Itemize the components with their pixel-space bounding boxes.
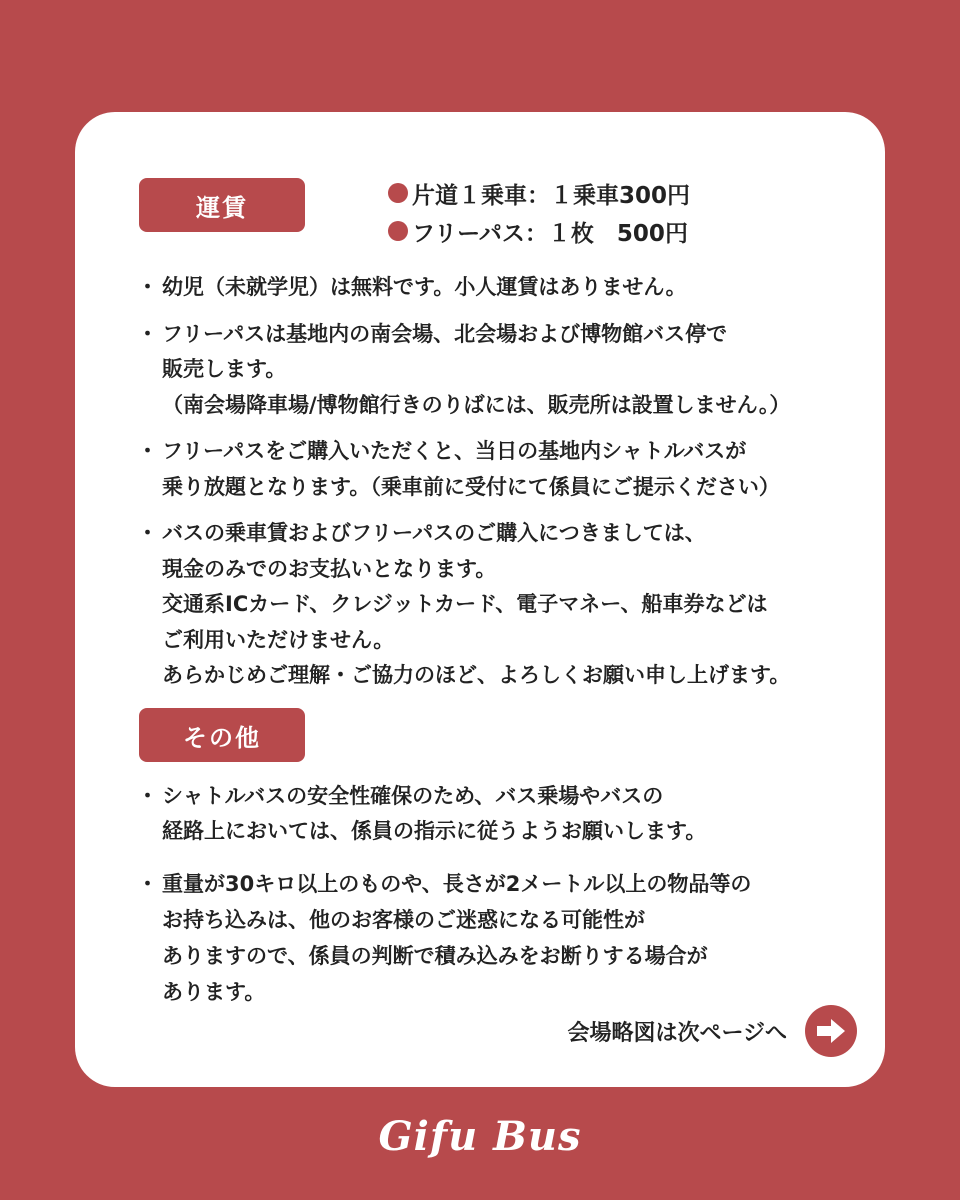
other-notes <box>137 779 877 1010</box>
bullet: ・ <box>137 439 158 463</box>
bullet: ・ <box>137 784 158 808</box>
note-line: あります。 <box>162 980 266 1004</box>
note-line: 交通系ICカード、クレジットカード、電子マネー、船車券などは <box>162 592 768 616</box>
fare-note-4 <box>137 516 877 694</box>
note-line: バスの乗車賃およびフリーパスのご購入につきましては、 <box>162 521 706 545</box>
fare-note-2 <box>137 317 877 424</box>
fare-note-3 <box>137 434 877 505</box>
next-page-link[interactable] <box>567 1005 857 1057</box>
note-line: シャトルバスの安全性確保のため、バス乗場やバスの <box>162 784 664 808</box>
other-note-1 <box>137 779 877 849</box>
fare-list <box>388 174 690 250</box>
info-card <box>75 112 885 1087</box>
note-line: 経路上においては、係員の指示に従うようお願いします。 <box>162 819 707 843</box>
fare-note-1 <box>137 270 877 306</box>
gifu-bus-logo: Gifu Bus <box>378 1113 582 1160</box>
note-line: 販売します。 <box>162 357 287 381</box>
note-line: ありますので、係員の判断で積み込みをお断りする場合が <box>162 944 708 968</box>
note-line: フリーパスは基地内の南会場、北会場および博物館バス停で <box>162 321 728 346</box>
bullet-dot-icon <box>388 183 408 203</box>
note-line: 幼児（未就学児）は無料です。小人運賃はありません。 <box>162 275 687 299</box>
other-note-2 <box>137 866 877 1010</box>
bullet: ・ <box>137 872 158 896</box>
fare-single-text: 片道１乗車：１乗車300円 <box>412 182 691 209</box>
bullet-dot-icon <box>388 221 408 241</box>
bullet: ・ <box>137 321 158 346</box>
note-line: フリーパスをご購入いただくと、当日の基地内シャトルバスが <box>162 439 747 463</box>
other-badge: その他 <box>139 708 305 762</box>
note-line: お持ち込みは、他のお客様のご迷惑になる可能性が <box>162 908 645 932</box>
note-line: 重量が30キロ以上のものや、長さが2メートル以上の物品等の <box>162 872 752 896</box>
arrow-right-icon[interactable] <box>805 1005 857 1057</box>
note-line: あらかじめご理解・ご協力のほど、よろしくお願い申し上げます。 <box>162 663 791 687</box>
note-line: 乗り放題となります。（乗車前に受付にて係員にご提示ください） <box>162 474 780 499</box>
next-page-label: 会場略図は次ページへ <box>567 1020 787 1046</box>
fare-freepass-text: フリーパス：１枚 500円 <box>412 220 688 247</box>
bullet: ・ <box>137 521 158 545</box>
note-line: （南会場降車場/博物館行きのりばには、販売所は設置しません。） <box>162 392 791 417</box>
note-line: ご利用いただけません。 <box>162 627 395 652</box>
fare-row-single <box>388 174 690 212</box>
note-line: 現金のみでのお支払いとなります。 <box>162 556 497 581</box>
fare-notes <box>137 270 877 694</box>
bullet: ・ <box>137 275 158 299</box>
fare-row-freepass <box>388 212 690 250</box>
fare-badge: 運賃 <box>139 178 305 232</box>
